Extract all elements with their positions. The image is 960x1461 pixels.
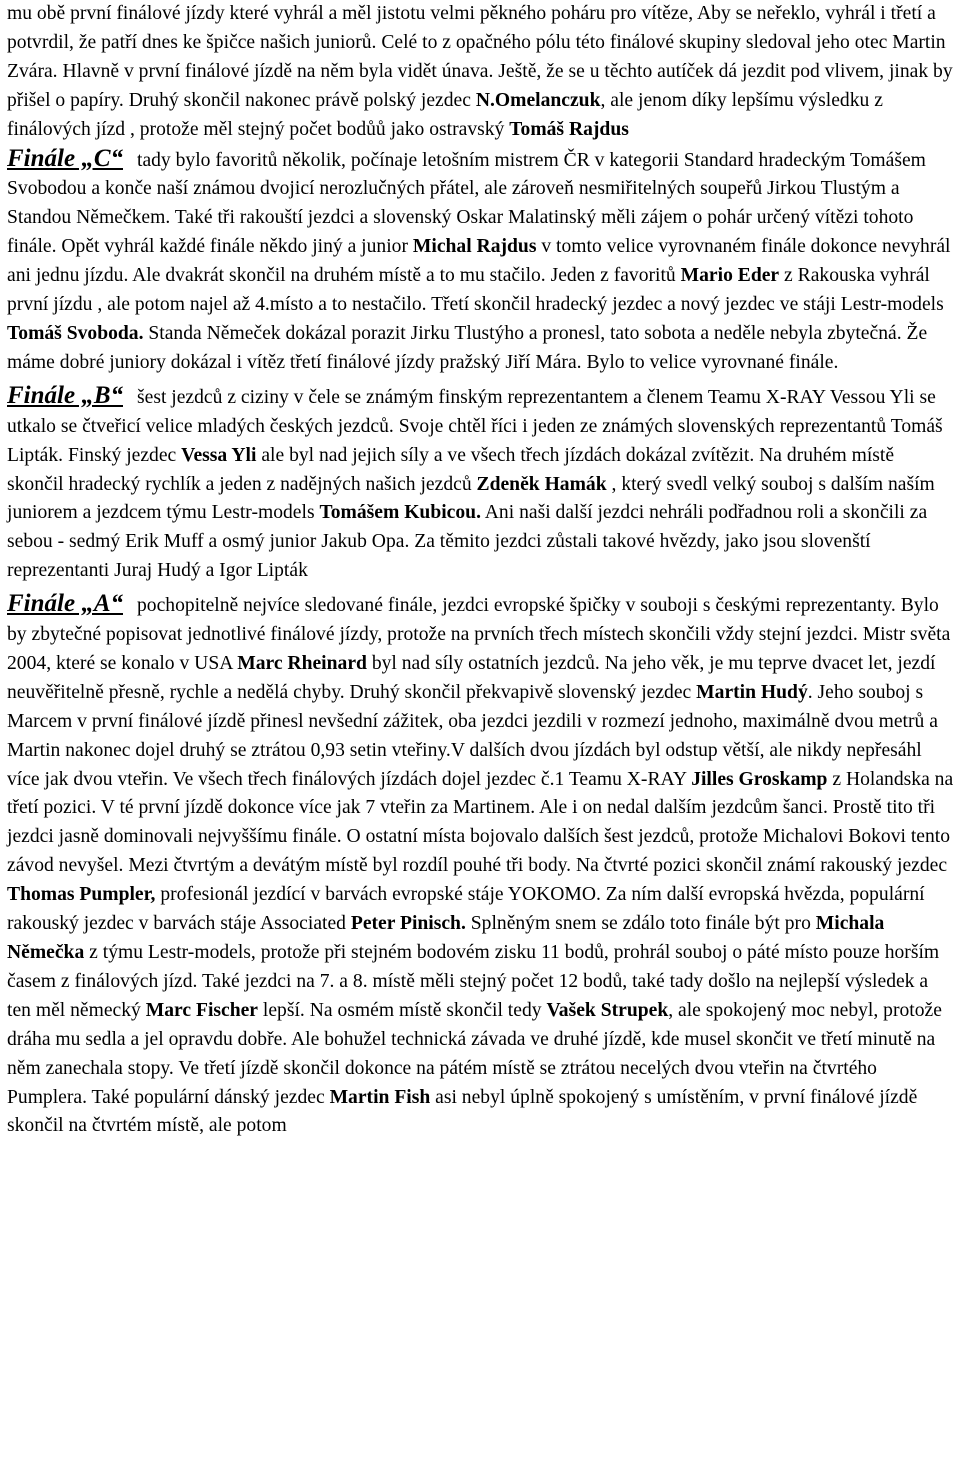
text-run: Standa Němeček dokázal porazit Jirku Tlustýho a pronesl, tato sobota a neděle nebyla zbytečná. Že máme dobré juniory dokázal i vítěz třetí finálové jízdy pražský Jiří Mára. Bylo to velice vyrovnané finále. bbox=[7, 322, 928, 373]
text-run: v tomto velice vyrovnaném finále dokonce nevyhrál ani jednu jízdu. Ale dvakrát skončil na druhém místě a to mu stačilo. Jeden z favoritů bbox=[7, 236, 951, 287]
text-run: tady bylo favoritů několik, počínaje letošním mistrem ČR v kategorii Standard hradeckým Tomášem Svobodou a konče naší známou dvojicí nerozlučných přátel, ale zároveň nesmiřitelných soupeřů Jirkou Tlustým a Standou Němečkem. Také tři rakouští jezdci a slovenský Oskar Malatinský měli zájem o pohár určený vítězi tohoto finále. Opět vyhrál každé finále někdo jiný a junior bbox=[7, 149, 926, 258]
final-c-text bbox=[7, 150, 951, 373]
text-run: mu obě první finálové jízdy které vyhrál a měl jistotu velmi pěkného poháru pro vítěze, Aby se neřeklo, vyhrál i třetí a potvrdil, že patří dnes ke špičce našich juniorů. Celé to z opačného pólu této finálové skupiny sledoval jeho otec Martin Zvára. Hlavně v první finálové jízdě na něm byla vidět únava. Ještě, že se u těchto autíček dá jezdit pod vlivem, jinak by přišel o papíry. Druhý skončil nakonec právě polský jezdec bbox=[7, 3, 953, 111]
bold-name: Vašek Strupek bbox=[546, 999, 669, 1021]
text-run: , ale spokojený moc nebyl, protože dráha mu sedla a jel opravdu dobře. Ale bohužel technická závada ve druhé jízdě, kde musel skončit ve třetí minutě na něm zanechala stopy. Ve třetí jízdě skončil dokonce na pátém místě se ztrátou necelých dvou vteřin na čtvrtého Pumplera. Také populární dánský jezdec bbox=[7, 999, 942, 1108]
text-run: šest jezdců z ciziny v čele se známým finským reprezentantem a členem Teamu X-RAY Vessou Yli se utkalo se čtveřicí velice mladých českých jezdců. Svoje chtěl říci i jeden ze známých slovenských reprezentantů Tomáš Lipták. Finský jezdec bbox=[7, 386, 943, 466]
text-run: , který svedl velký souboj s dalším naším juniorem a jezdcem týmu Lestr-models bbox=[7, 473, 935, 524]
bold-name: Zdeněk Hamák bbox=[476, 473, 607, 495]
text-run: . Jeho souboj s Marcem v první finálové jízdě přinesl nevšední zážitek, oba jezdci jezdili v rozmezí jednoho, maximálně dvou metrů a Martin nakonec dojel druhý se ztrátou 0,93 setin vteřiny.V dalších dvou jízdách byl odstup větší, ale nikdy nepřesáhl více jak dvou vteřin. Ve všech třech finálových jízdách dojel jezdec č.1 Teamu X-RAY bbox=[7, 681, 938, 790]
bold-name: Thomas Pumpler, bbox=[7, 884, 156, 906]
text-run: Splněným snem se zdálo toto finále být pro bbox=[465, 913, 816, 935]
text-run: pochopitelně nejvíce sledované finále, jezdci evropské špičky v souboji s českými reprezentanty. Bylo by zbytečné popisovat jednotlivé finálové jízdy, protože na prvních třech místech skončili vždy stejní jezdci. Mistr světa 2004, které se konalo v USA bbox=[7, 595, 951, 674]
bold-name: Martin Fish bbox=[329, 1086, 431, 1108]
bold-name: Martin Hudý bbox=[696, 681, 808, 703]
bold-name: Mario Eder bbox=[680, 265, 780, 287]
bold-name: Vessa Yli bbox=[181, 444, 257, 466]
final-a-heading: Finále „A“ bbox=[7, 590, 123, 618]
text-run: , ale jenom díky lepšímu výsledku z finálových jízd , protože měl stejný počet bodůů jako ostravský bbox=[7, 89, 883, 140]
bold-name: Jilles Groskamp bbox=[691, 768, 828, 790]
bold-name: Tomášem Kubicou. bbox=[319, 502, 481, 524]
final-b-text bbox=[7, 387, 943, 581]
bold-name: Tomáš Svoboda. bbox=[7, 322, 144, 344]
final-b-heading: Finále „B“ bbox=[7, 381, 123, 409]
text-run: profesionál jezdící v barvách evropské stáje YOKOMO. Za ním další evropská hvězda, populární rakouský jezdec v barvách stáje Associated bbox=[7, 884, 925, 935]
intro-paragraph bbox=[7, 0, 954, 145]
bold-name: Marc Fischer bbox=[145, 999, 259, 1021]
text-run: lepší. Na osmém místě skončil tedy bbox=[258, 999, 547, 1021]
final-b-paragraph bbox=[7, 382, 954, 586]
bold-name: Marc Rheinard bbox=[237, 652, 367, 674]
text-run: z Rakouska vyhrál první jízdu , ale potom najel až 4.místo a to nestačilo. Třetí skončil hradecký jezdec a nový jezdec ve stáji Lestr-models bbox=[7, 265, 944, 316]
text-run: ale byl nad jejich síly a ve všech třech jízdách dokázal zvítězit. Na druhém místě skončil hradecký rychlík a jeden z nadějných našich jezdců bbox=[7, 444, 895, 495]
bold-name: Michala Němečka bbox=[7, 913, 885, 963]
bold-name: N.Omelanczuk bbox=[475, 89, 601, 111]
text-run: z Holandska na třetí pozici. V té první jízdě dokonce více jak 7 vteřin za Martinem. Ale i on nedal dalším jezdcům šanci. Prostě tito tři jezdci jasně dominovali nejvyššímu finále. O ostatní místa bojovalo dalších šest jezdců, protože Michalovi Bokovi tento závod nevyšel. Mezi čtvrtým a devátým místě byl rozdíl pouhé tři body. Na čtvrté pozici skončil známí rakouský jezdec bbox=[7, 768, 954, 877]
text-run: byl nad síly ostatních jezdců. Na jeho věk, je mu teprve dvacet let, jezdí neuvěřitelně přesně, rychle a nedělá chyby. Druhý skončil překvapivě slovenský jezdec bbox=[7, 652, 936, 703]
text-run: asi nebyl úplně spokojený s umístěním, v první finálové jízdě skončil na čtvrtém místě, ale potom bbox=[7, 1086, 918, 1137]
final-c-heading: Finále „C“ bbox=[7, 144, 123, 172]
text-run: z týmu Lestr-models, protože při stejném bodovém zisku 11 bodů, prohrál souboj o páté místo pouze horším časem z finálových jízd. Také jezdci na 7. a 8. místě měli stejný počet 12 bodů, také tady došlo na nejlepší výsledek a ten měl německý bbox=[7, 942, 940, 1021]
final-a-text bbox=[7, 595, 953, 1136]
bold-name: Michal Rajdus bbox=[412, 236, 537, 258]
final-c-paragraph bbox=[7, 145, 954, 378]
final-a-paragraph bbox=[7, 590, 954, 1141]
bold-name: Tomáš Rajdus bbox=[509, 118, 629, 140]
text-run: Ani naši další jezdci nehráli podřadnou roli a skončili za sebou - sedmý Erik Muff a osmý junior Jakub Opa. Za těmito jezdci zůstali takové hvězdy, jako jsou slovenští reprezentanti Juraj Hudý a Igor Lipták bbox=[7, 502, 928, 582]
bold-name: Peter Pinisch. bbox=[350, 913, 466, 935]
